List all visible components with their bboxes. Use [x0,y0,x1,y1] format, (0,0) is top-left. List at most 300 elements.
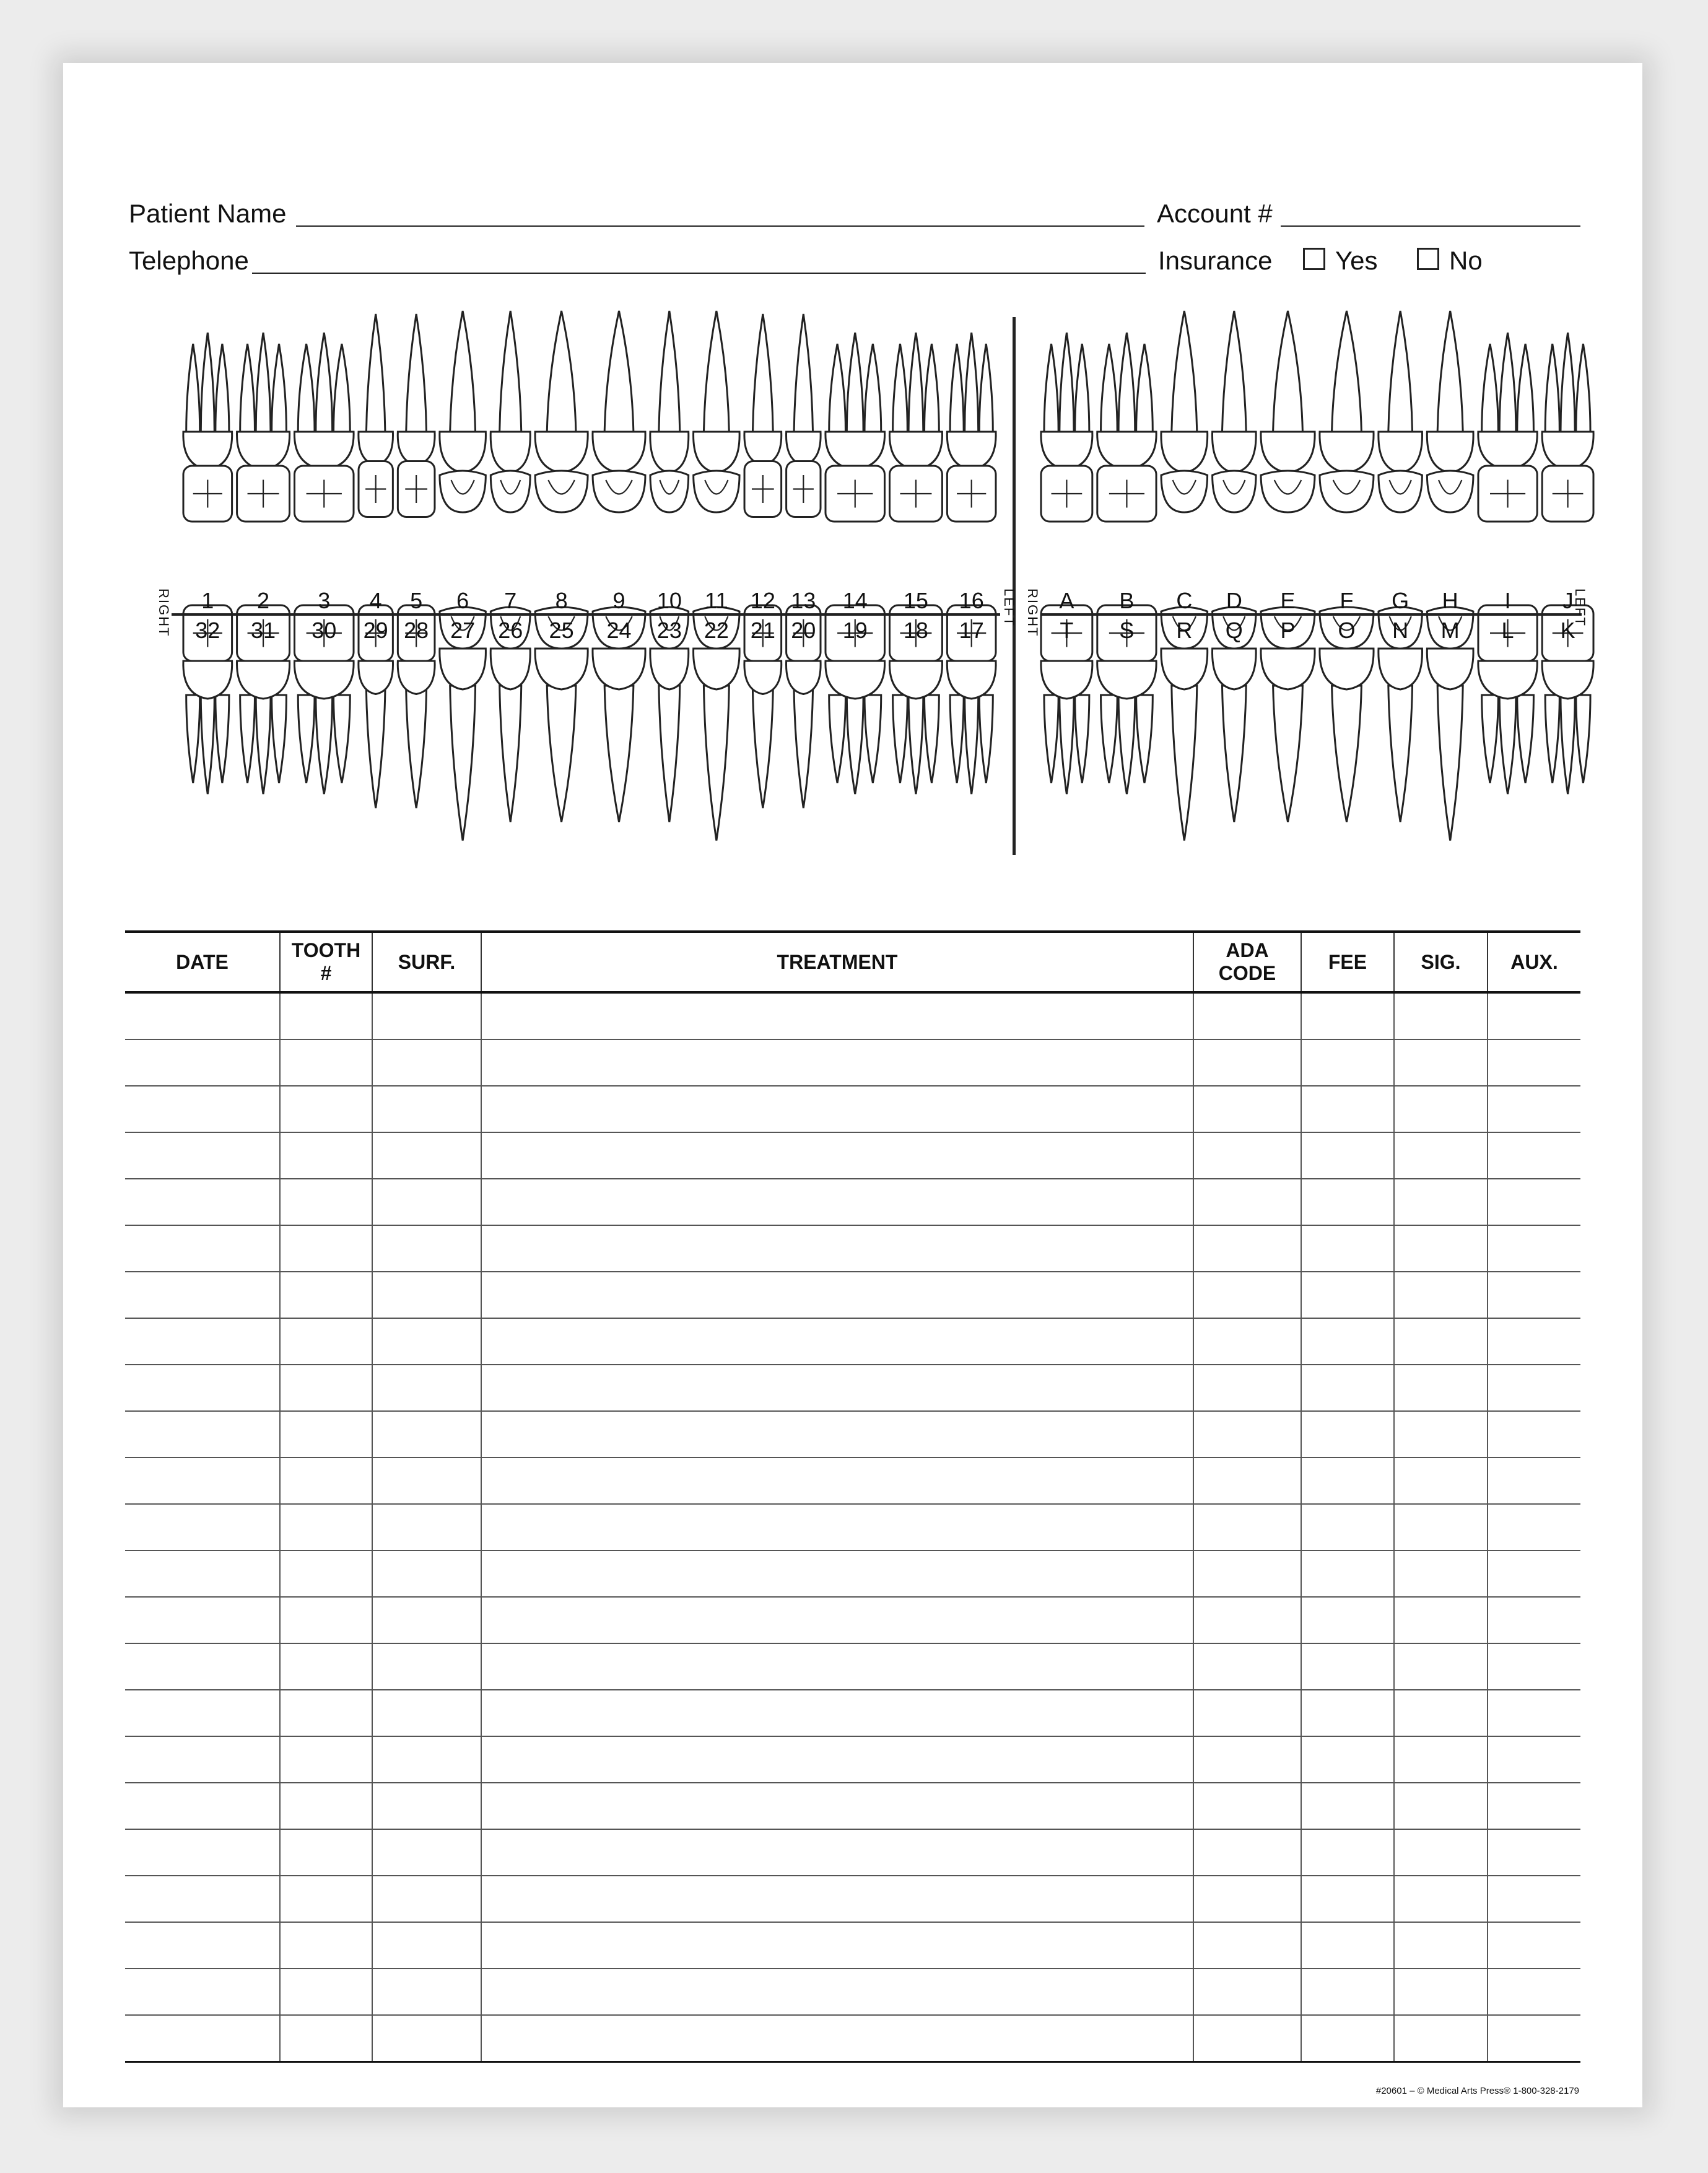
ledger-cell[interactable] [372,1132,481,1179]
ledger-cell[interactable] [125,1969,280,2015]
col-sig: SIG. [1394,932,1488,992]
col-surf: SURF. [372,932,481,992]
ledger-cell[interactable] [481,1179,1193,1225]
ledger-cell[interactable] [125,1179,280,1225]
primary-tooth-H[interactable] [1427,311,1473,512]
ledger-cell[interactable] [372,1783,481,1829]
ledger-cell[interactable] [481,1736,1193,1783]
primary-tooth-A[interactable] [1041,333,1092,522]
ledger-cell[interactable] [125,1643,280,1690]
telephone-label: Telephone [129,246,249,275]
ledger-cell[interactable] [1301,1458,1394,1504]
ledger-cell[interactable] [481,1783,1193,1829]
ledger-cell[interactable] [1301,1365,1394,1411]
ledger-cell[interactable] [1488,1504,1580,1550]
permanent-tooth-7[interactable] [490,311,530,512]
ledger-cell[interactable] [372,1736,481,1783]
ledger-cell[interactable] [481,2015,1193,2062]
table-row [125,1179,1580,1225]
ledger-cell[interactable] [372,992,481,1039]
permanent-tooth-5[interactable] [398,314,435,517]
permanent-upper-label: 5 [410,588,423,613]
account-label: Account # [1157,199,1273,228]
permanent-lower-label: 23 [656,618,682,643]
ledger-cell[interactable] [372,1318,481,1365]
ledger-cell[interactable] [1193,1225,1301,1272]
ledger-cell[interactable] [372,1086,481,1132]
ledger-cell[interactable] [1193,1179,1301,1225]
ledger-cell[interactable] [1193,1504,1301,1550]
insurance-yes-label: Yes [1335,246,1378,275]
ledger-cell[interactable] [125,1876,280,1922]
insurance-yes-checkbox[interactable] [1303,248,1325,270]
ledger-cell[interactable] [1394,1179,1488,1225]
ledger-cell[interactable] [1394,1922,1488,1969]
ledger-cell[interactable] [481,1365,1193,1411]
permanent-lower-label: 30 [312,618,337,643]
ledger-body [125,992,1580,2062]
ledger-cell[interactable] [1394,1829,1488,1876]
ledger-cell[interactable] [372,1643,481,1690]
ledger-cell[interactable] [1193,1318,1301,1365]
ledger-cell[interactable] [1394,992,1488,1039]
ledger-cell[interactable] [1488,1969,1580,2015]
ledger-cell[interactable] [1394,1969,1488,2015]
ledger-cell[interactable] [1488,1179,1580,1225]
permanent-lower-label: 22 [704,618,729,643]
ledger-cell[interactable] [1301,1411,1394,1458]
permanent-tooth-16[interactable] [947,333,996,522]
ledger-cell[interactable] [125,1272,280,1318]
ledger-cell[interactable] [1301,1736,1394,1783]
ledger-cell[interactable] [1301,1504,1394,1550]
primary-upper-label: D [1226,588,1242,613]
ledger-cell[interactable] [1301,1179,1394,1225]
ledger-cell[interactable] [1488,1643,1580,1690]
ledger-cell[interactable] [1488,1597,1580,1643]
col-date: DATE [125,932,280,992]
ledger-cell[interactable] [372,1411,481,1458]
ledger-cell[interactable] [481,1876,1193,1922]
ledger-cell[interactable] [280,1179,372,1225]
ledger-cell[interactable] [1193,1550,1301,1597]
ledger-cell[interactable] [481,1597,1193,1643]
ledger-cell[interactable] [481,1132,1193,1179]
permanent-right-label: RIGHT [156,588,172,637]
ledger-cell[interactable] [1488,1829,1580,1876]
ledger-cell[interactable] [280,1272,372,1318]
permanent-upper-label: 13 [791,588,816,613]
ledger-cell[interactable] [1193,1365,1301,1411]
ledger-cell[interactable] [1488,1132,1580,1179]
ledger-cell[interactable] [1301,2015,1394,2062]
ledger-cell[interactable] [280,1225,372,1272]
ledger-cell[interactable] [125,1411,280,1458]
ledger-cell[interactable] [1394,1039,1488,1086]
ledger-cell[interactable] [125,1550,280,1597]
permanent-upper-label: 3 [318,588,331,613]
ledger-cell[interactable] [1193,992,1301,1039]
permanent-lower-label: 17 [959,618,984,643]
ledger-cell[interactable] [125,1225,280,1272]
ledger-cell[interactable] [280,1132,372,1179]
ledger-cell[interactable] [1301,992,1394,1039]
ledger-cell[interactable] [1394,1365,1488,1411]
permanent-upper-label: 11 [705,588,728,613]
telephone-field[interactable] [252,273,1146,274]
ledger-cell[interactable] [1394,1643,1488,1690]
primary-lower-label: L [1501,618,1514,643]
ledger-cell[interactable] [1301,1597,1394,1643]
table-row [125,1318,1580,1365]
table-row [125,1783,1580,1829]
ledger-cell[interactable] [1394,1086,1488,1132]
ledger-cell[interactable] [1193,1458,1301,1504]
ledger-cell[interactable] [125,2015,280,2062]
ledger-cell[interactable] [125,1829,280,1876]
ledger-cell[interactable] [280,1318,372,1365]
permanent-lower-label: 29 [363,618,388,643]
permanent-tooth-11[interactable] [694,311,740,512]
ledger-cell[interactable] [1193,2015,1301,2062]
ledger-cell[interactable] [1301,1969,1394,2015]
ledger-cell[interactable] [1394,1132,1488,1179]
col-aux: AUX. [1488,932,1580,992]
ledger-cell[interactable] [125,1365,280,1411]
ledger-cell[interactable] [1488,992,1580,1039]
table-row [125,1597,1580,1643]
ledger-cell[interactable] [125,1783,280,1829]
ledger-cell[interactable] [1301,1783,1394,1829]
table-row [125,1365,1580,1411]
ledger-cell[interactable] [372,1458,481,1504]
ledger-cell[interactable] [372,1876,481,1922]
permanent-upper-label: 12 [750,588,775,613]
col-fee: FEE [1301,932,1394,992]
primary-tooth-F[interactable] [1320,311,1374,512]
primary-upper-label: C [1176,588,1193,613]
permanent-lower-label: 26 [498,618,523,643]
patient-name-label: Patient Name [129,199,287,228]
permanent-lower-label: 19 [842,618,868,643]
ledger-cell[interactable] [481,1922,1193,1969]
ledger-cell[interactable] [280,1550,372,1597]
ledger-cell[interactable] [1301,1922,1394,1969]
table-row [125,1504,1580,1550]
insurance-no-checkbox[interactable] [1417,248,1439,270]
primary-tooth-B[interactable] [1097,333,1156,522]
permanent-lower-label: 21 [750,618,775,643]
ledger-cell[interactable] [372,1690,481,1736]
ledger-cell[interactable] [481,992,1193,1039]
permanent-lower-label: 25 [549,618,574,643]
ledger-cell[interactable] [372,1922,481,1969]
table-row [125,1969,1580,2015]
primary-left-label: LEFT [1572,588,1588,627]
ledger-cell[interactable] [1301,1550,1394,1597]
table-row [125,992,1580,1039]
primary-dentition-diagram [1039,308,1596,865]
primary-tooth-E[interactable] [1261,311,1315,512]
ledger-cell[interactable] [1301,1829,1394,1876]
ledger-cell[interactable] [125,1132,280,1179]
col-ada-code-text: ADA CODE [1218,939,1276,984]
table-row [125,1876,1580,1922]
ledger-cell[interactable] [125,1504,280,1550]
ledger-cell[interactable] [125,1318,280,1365]
insurance-no-label: No [1449,246,1483,275]
table-row [125,1132,1580,1179]
ledger-cell[interactable] [280,1969,372,2015]
chart-form-sheet [63,63,1642,2107]
ledger-cell[interactable] [1488,1318,1580,1365]
ledger-cell[interactable] [280,1876,372,1922]
ledger-cell[interactable] [1394,1318,1488,1365]
ledger-cell[interactable] [1488,1736,1580,1783]
table-row [125,1039,1580,1086]
ledger-cell[interactable] [372,1365,481,1411]
ledger-cell[interactable] [280,1922,372,1969]
permanent-tooth-13[interactable] [786,314,821,517]
permanent-lower-label: 18 [903,618,928,643]
ledger-cell[interactable] [1193,1272,1301,1318]
permanent-upper-label: 2 [257,588,270,613]
ledger-cell[interactable] [372,1969,481,2015]
permanent-tooth-2[interactable] [237,333,290,522]
ledger-cell[interactable] [1394,1690,1488,1736]
ledger-cell[interactable] [280,1783,372,1829]
ledger-cell[interactable] [1193,1736,1301,1783]
ledger-cell[interactable] [1394,1783,1488,1829]
permanent-tooth-3[interactable] [294,333,354,522]
permanent-lower-label: 20 [791,618,816,643]
table-row [125,1411,1580,1458]
ledger-cell[interactable] [481,1969,1193,2015]
ledger-cell[interactable] [1193,1690,1301,1736]
primary-lower-label: O [1338,618,1356,643]
ledger-cell[interactable] [280,1643,372,1690]
permanent-midline [172,613,1000,616]
primary-right-label: RIGHT [1025,588,1040,637]
ledger-cell[interactable] [372,1039,481,1086]
ledger-cell[interactable] [481,1272,1193,1318]
ledger-header-row [125,932,1580,992]
ledger-cell[interactable] [280,1086,372,1132]
permanent-upper-label: 1 [201,588,214,613]
ledger-cell[interactable] [1488,1225,1580,1272]
col-tooth-text: TOOTH # [291,939,361,984]
permanent-tooth-8[interactable] [535,311,588,512]
ledger-cell[interactable] [1488,2015,1580,2062]
ledger-cell[interactable] [1488,1458,1580,1504]
ledger-cell[interactable] [280,1736,372,1783]
permanent-lower-label: 28 [404,618,429,643]
ledger-cell[interactable] [1394,1736,1488,1783]
ledger-cell[interactable] [1193,1969,1301,2015]
ledger-cell[interactable] [1301,1132,1394,1179]
ledger-cell[interactable] [280,1690,372,1736]
permanent-left-label: LEFT [1001,588,1017,627]
ledger-cell[interactable] [1301,1876,1394,1922]
primary-tooth-I[interactable] [1478,333,1537,522]
ledger-cell[interactable] [1488,1086,1580,1132]
table-row [125,1643,1580,1690]
ledger-cell[interactable] [125,1086,280,1132]
permanent-tooth-12[interactable] [744,314,782,517]
chart-divider [1013,317,1016,855]
ledger-cell[interactable] [1488,1876,1580,1922]
ledger-cell[interactable] [1301,1690,1394,1736]
ledger-cell[interactable] [280,2015,372,2062]
ledger-cell[interactable] [1193,1597,1301,1643]
table-row [125,1829,1580,1876]
ledger-cell[interactable] [1394,1597,1488,1643]
primary-lower-label: P [1280,618,1296,643]
ledger-cell[interactable] [125,992,280,1039]
ledger-cell[interactable] [481,1318,1193,1365]
ledger-cell[interactable] [481,1225,1193,1272]
permanent-upper-label: 4 [369,588,382,613]
ledger-cell[interactable] [1193,1643,1301,1690]
ledger-cell[interactable] [1394,1272,1488,1318]
ledger-cell[interactable] [372,1829,481,1876]
ledger-cell[interactable] [1488,1039,1580,1086]
ledger-cell[interactable] [1193,1132,1301,1179]
ledger-cell[interactable] [1394,1225,1488,1272]
ledger-cell[interactable] [1394,1458,1488,1504]
permanent-upper-label: 14 [842,588,868,613]
primary-tooth-J[interactable] [1542,333,1593,522]
ledger-cell[interactable] [125,1039,280,1086]
ledger-cell[interactable] [481,1504,1193,1550]
primary-upper-label: F [1340,588,1354,613]
primary-upper-label: A [1059,588,1074,613]
permanent-tooth-10[interactable] [650,311,689,512]
primary-midline [1042,613,1582,616]
ledger-cell[interactable] [1488,1365,1580,1411]
table-row [125,1736,1580,1783]
ledger-cell[interactable] [481,1690,1193,1736]
permanent-upper-label: 8 [555,588,568,613]
ledger-cell[interactable] [1488,1690,1580,1736]
primary-upper-label: H [1442,588,1458,613]
ledger-cell[interactable] [1193,1411,1301,1458]
ledger-cell[interactable] [372,1179,481,1225]
ledger-cell[interactable] [1301,1225,1394,1272]
ledger-cell[interactable] [1394,1550,1488,1597]
ledger-cell[interactable] [1193,1783,1301,1829]
permanent-tooth-4[interactable] [359,314,393,517]
primary-lower-label: N [1392,618,1409,643]
ledger-cell[interactable] [280,1365,372,1411]
ledger-cell[interactable] [280,1039,372,1086]
ledger-cell[interactable] [481,1550,1193,1597]
primary-lower-label: S [1119,618,1135,643]
col-ada-code [1193,932,1301,992]
ledger-cell[interactable] [125,1922,280,1969]
table-row [125,1458,1580,1504]
permanent-lower-label: 32 [195,618,220,643]
patient-name-field[interactable] [296,225,1144,227]
ledger-cell[interactable] [1193,1829,1301,1876]
ledger-cell[interactable] [280,1458,372,1504]
ledger-cell[interactable] [1394,1876,1488,1922]
table-row [125,1922,1580,1969]
permanent-tooth-1[interactable] [183,333,232,522]
ledger-cell[interactable] [481,1643,1193,1690]
ledger-cell[interactable] [1193,1876,1301,1922]
ledger-cell[interactable] [481,1086,1193,1132]
ledger-cell[interactable] [372,1597,481,1643]
ledger-cell[interactable] [481,1411,1193,1458]
ledger-cell[interactable] [372,1504,481,1550]
permanent-upper-label: 7 [504,588,517,613]
ledger-cell[interactable] [1488,1783,1580,1829]
footer-imprint: #20601 – © Medical Arts Press® 1-800-328-2179 [1375,2086,1579,2096]
ledger-cell[interactable] [125,1458,280,1504]
ledger-cell[interactable] [1488,1411,1580,1458]
account-field[interactable] [1281,225,1580,227]
permanent-tooth-14[interactable] [826,333,885,522]
ledger-cell[interactable] [1488,1922,1580,1969]
ledger-cell[interactable] [1301,1086,1394,1132]
ledger-cell[interactable] [372,1550,481,1597]
table-row [125,1086,1580,1132]
permanent-tooth-15[interactable] [889,333,942,522]
ledger-cell[interactable] [372,1272,481,1318]
table-row [125,1225,1580,1272]
primary-tooth-D[interactable] [1213,311,1257,512]
ledger-cell[interactable] [1488,1272,1580,1318]
ledger-cell[interactable] [481,1458,1193,1504]
ledger-cell[interactable] [1193,1039,1301,1086]
ledger-cell[interactable] [481,1039,1193,1086]
primary-upper-label: E [1280,588,1296,613]
table-row [125,1690,1580,1736]
primary-upper-label: I [1504,588,1511,613]
ledger-cell[interactable] [372,1225,481,1272]
ledger-cell[interactable] [1301,1272,1394,1318]
ledger-cell[interactable] [280,992,372,1039]
permanent-tooth-6[interactable] [440,311,486,512]
ledger-cell[interactable] [1488,1550,1580,1597]
ledger-cell[interactable] [1394,2015,1488,2062]
ledger-cell[interactable] [280,1504,372,1550]
primary-tooth-C[interactable] [1161,311,1208,512]
ledger-cell[interactable] [372,2015,481,2062]
ledger-cell[interactable] [1301,1039,1394,1086]
ledger-cell[interactable] [125,1736,280,1783]
ledger-cell[interactable] [125,1690,280,1736]
col-treatment: TREATMENT [481,932,1193,992]
ledger-cell[interactable] [1193,1922,1301,1969]
permanent-tooth-9[interactable] [593,311,645,512]
primary-upper-label: G [1392,588,1410,613]
ledger-cell[interactable] [125,1597,280,1643]
primary-tooth-G[interactable] [1379,311,1423,512]
permanent-dentition-diagram [181,308,998,865]
ledger-cell[interactable] [1193,1086,1301,1132]
ledger-cell[interactable] [1301,1643,1394,1690]
ledger-cell[interactable] [1394,1411,1488,1458]
ledger-cell[interactable] [280,1829,372,1876]
ledger-cell[interactable] [1394,1504,1488,1550]
ledger-cell[interactable] [481,1829,1193,1876]
ledger-cell[interactable] [280,1411,372,1458]
ledger-cell[interactable] [1301,1318,1394,1365]
primary-upper-label: B [1119,588,1135,613]
ledger-cell[interactable] [280,1597,372,1643]
